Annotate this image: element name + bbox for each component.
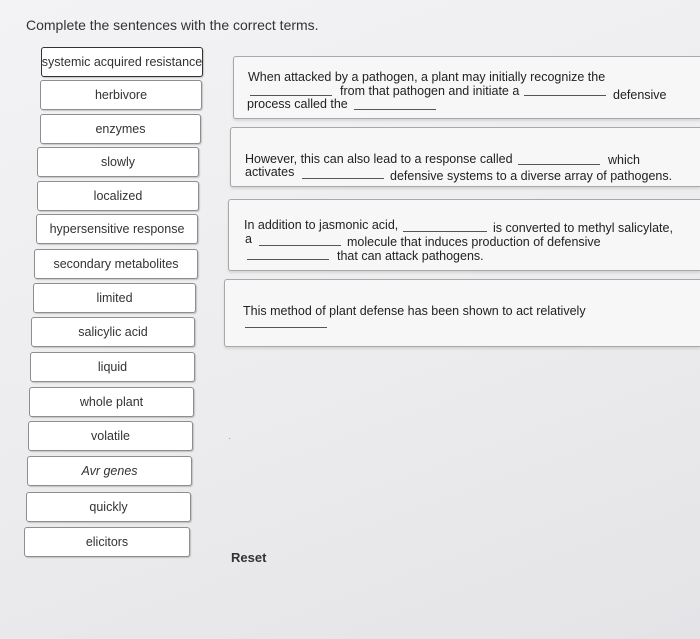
term-elicitors[interactable]: elicitors (24, 527, 190, 557)
sentence-2-line-2: activates (245, 165, 295, 179)
reset-button[interactable]: Reset (231, 550, 267, 565)
sentence-3-line-2: a (245, 232, 252, 246)
blank-4-1[interactable] (245, 327, 327, 328)
sentence-3-line-2-end: molecule that induces production of defensive (347, 235, 601, 249)
sentence-3-line-1-end: is converted to methyl salicylate, (493, 221, 673, 235)
sentence-box-1 (233, 56, 700, 119)
sentence-3-line-3: that can attack pathogens. (337, 249, 484, 263)
sentence-box-3 (228, 199, 700, 271)
term-limited[interactable]: limited (33, 283, 196, 313)
instructions: Complete the sentences with the correct terms. (26, 17, 319, 33)
term-volatile[interactable]: volatile (28, 421, 193, 451)
blank-3-3[interactable] (247, 259, 329, 260)
blank-2-2[interactable] (302, 178, 384, 179)
blank-1-1[interactable] (250, 95, 332, 96)
term-localized[interactable]: localized (37, 181, 199, 211)
term-avr-genes[interactable]: Avr genes (27, 456, 192, 486)
term-liquid[interactable]: liquid (30, 352, 195, 382)
sentence-1-line-1: When attacked by a pathogen, a plant may initially recognize the (248, 70, 606, 84)
blank-2-1[interactable] (518, 164, 600, 165)
sentence-2-line-1: However, this can also lead to a response called (245, 152, 513, 166)
term-salicylic-acid[interactable]: salicylic acid (31, 317, 195, 347)
term-quickly[interactable]: quickly (26, 492, 191, 522)
sentence-box-2 (230, 127, 700, 187)
sentence-1-line-3: process called the (247, 97, 348, 111)
term-slowly[interactable]: slowly (37, 147, 199, 177)
term-systemic-acquired-resistance[interactable]: systemic acquired resistance (41, 47, 203, 77)
blank-3-2[interactable] (259, 245, 341, 246)
term-enzymes[interactable]: enzymes (40, 114, 201, 144)
sentence-1-line-2-end: defensive (613, 88, 667, 102)
sentence-3-line-1: In addition to jasmonic acid, (244, 218, 399, 232)
term-whole-plant[interactable]: whole plant (29, 387, 194, 417)
blank-1-2[interactable] (524, 95, 606, 96)
sentence-2-line-2-end: defensive systems to a diverse array of pathogens. (390, 169, 673, 183)
term-hypersensitive-response[interactable]: hypersensitive response (36, 214, 198, 244)
sentence-2-line-1-end: which (608, 153, 640, 167)
sentence-4-line-1: This method of plant defense has been shown to act relatively (243, 304, 586, 318)
stray-dot: · (228, 433, 232, 444)
sentence-1-line-2: from that pathogen and initiate a (340, 84, 520, 98)
blank-1-3[interactable] (354, 109, 436, 110)
term-herbivore[interactable]: herbivore (40, 80, 202, 110)
sentence-box-4 (224, 279, 700, 347)
term-secondary-metabolites[interactable]: secondary metabolites (34, 249, 198, 279)
blank-3-1[interactable] (403, 231, 487, 232)
